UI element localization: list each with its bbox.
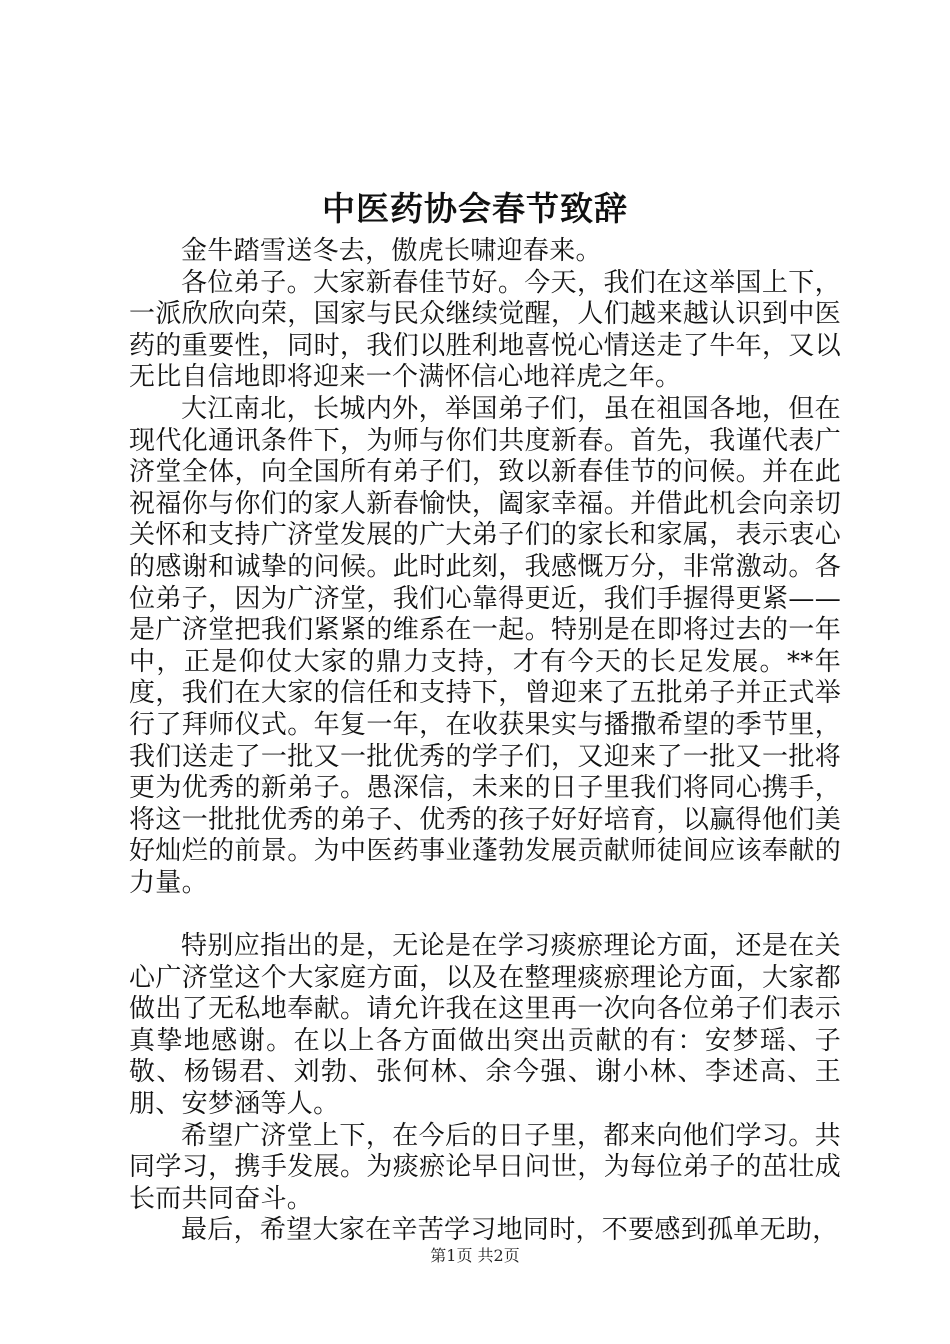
page-number-footer: 第1页 共2页	[430, 1246, 520, 1265]
paragraph-greeting: 各位弟子。大家新春佳节好。今天，我们在这举国上下，一派欣欣向荣，国家与民众继续觉醒，人们越来越认识到中医药的重要性，同时，我们以胜利地喜悦心情送走了牛年，又以无比自信地即将迎来一个满怀信心地祥虎之年。	[129, 267, 841, 393]
document-body	[129, 236, 841, 1247]
paragraph-acknowledgement: 特别应指出的是，无论是在学习痰瘀理论方面，还是在关心广济堂这个大家庭方面，以及在整理痰瘀理论方面，大家都做出了无私地奉献。请允许我在这里再一次向各位弟子们表示真挚地感谢。在以上各方面做出突出贡献的有：安梦瑶、子敬、杨锡君、刘勃、张何林、余今强、谢小林、李述高、王朋、安梦涵等人。	[129, 931, 841, 1120]
paragraph-hope: 希望广济堂上下，在今后的日子里，都来向他们学习。共同学习，携手发展。为痰瘀论早日问世，为每位弟子的茁壮成长而共同奋斗。	[129, 1120, 841, 1214]
document-title: 中医药协会春节致辞	[322, 189, 628, 228]
paragraph-closing: 最后，希望大家在辛苦学习地同时，不要感到孤单无助，	[181, 1215, 839, 1246]
paragraph-review: 大江南北，长城内外，举国弟子们，虽在祖国各地，但在现代化通讯条件下，为师与你们共度新春。首先，我谨代表广济堂全体，向全国所有弟子们，致以新春佳节的问候。并在此祝福你与你们的家人新春愉快，阖家幸福。并借此机会向亲切关怀和支持广济堂发展的广大弟子们的家长和家属，表示衷心的感谢和诚挚的问候。此时此刻，我感慨万分，非常激动。各位弟子，因为广济堂，我们心靠得更近，我们手握得更紧——是广济堂把我们紧紧的维系在一起。特别是在即将过去的一年中，正是仰仗大家的鼎力支持，才有今天的长足发展。**年度，我们在大家的信任和支持下，曾迎来了五批弟子并正式举行了拜师仪式。年复一年，在收获果实与播撒希望的季节里，我们送走了一批又一批优秀的学子们，又迎来了一批又一批将更为优秀的新弟子。愚深信，未来的日子里我们将同心携手，将这一批批优秀的弟子、优秀的孩子好好培育，以赢得他们美好灿烂的前景。为中医药事业蓬勃发展贡献师徒间应该奉献的力量。	[129, 393, 841, 898]
paragraph-couplet: 金牛踏雪送冬去，傲虎长啸迎春来。	[181, 236, 602, 266]
